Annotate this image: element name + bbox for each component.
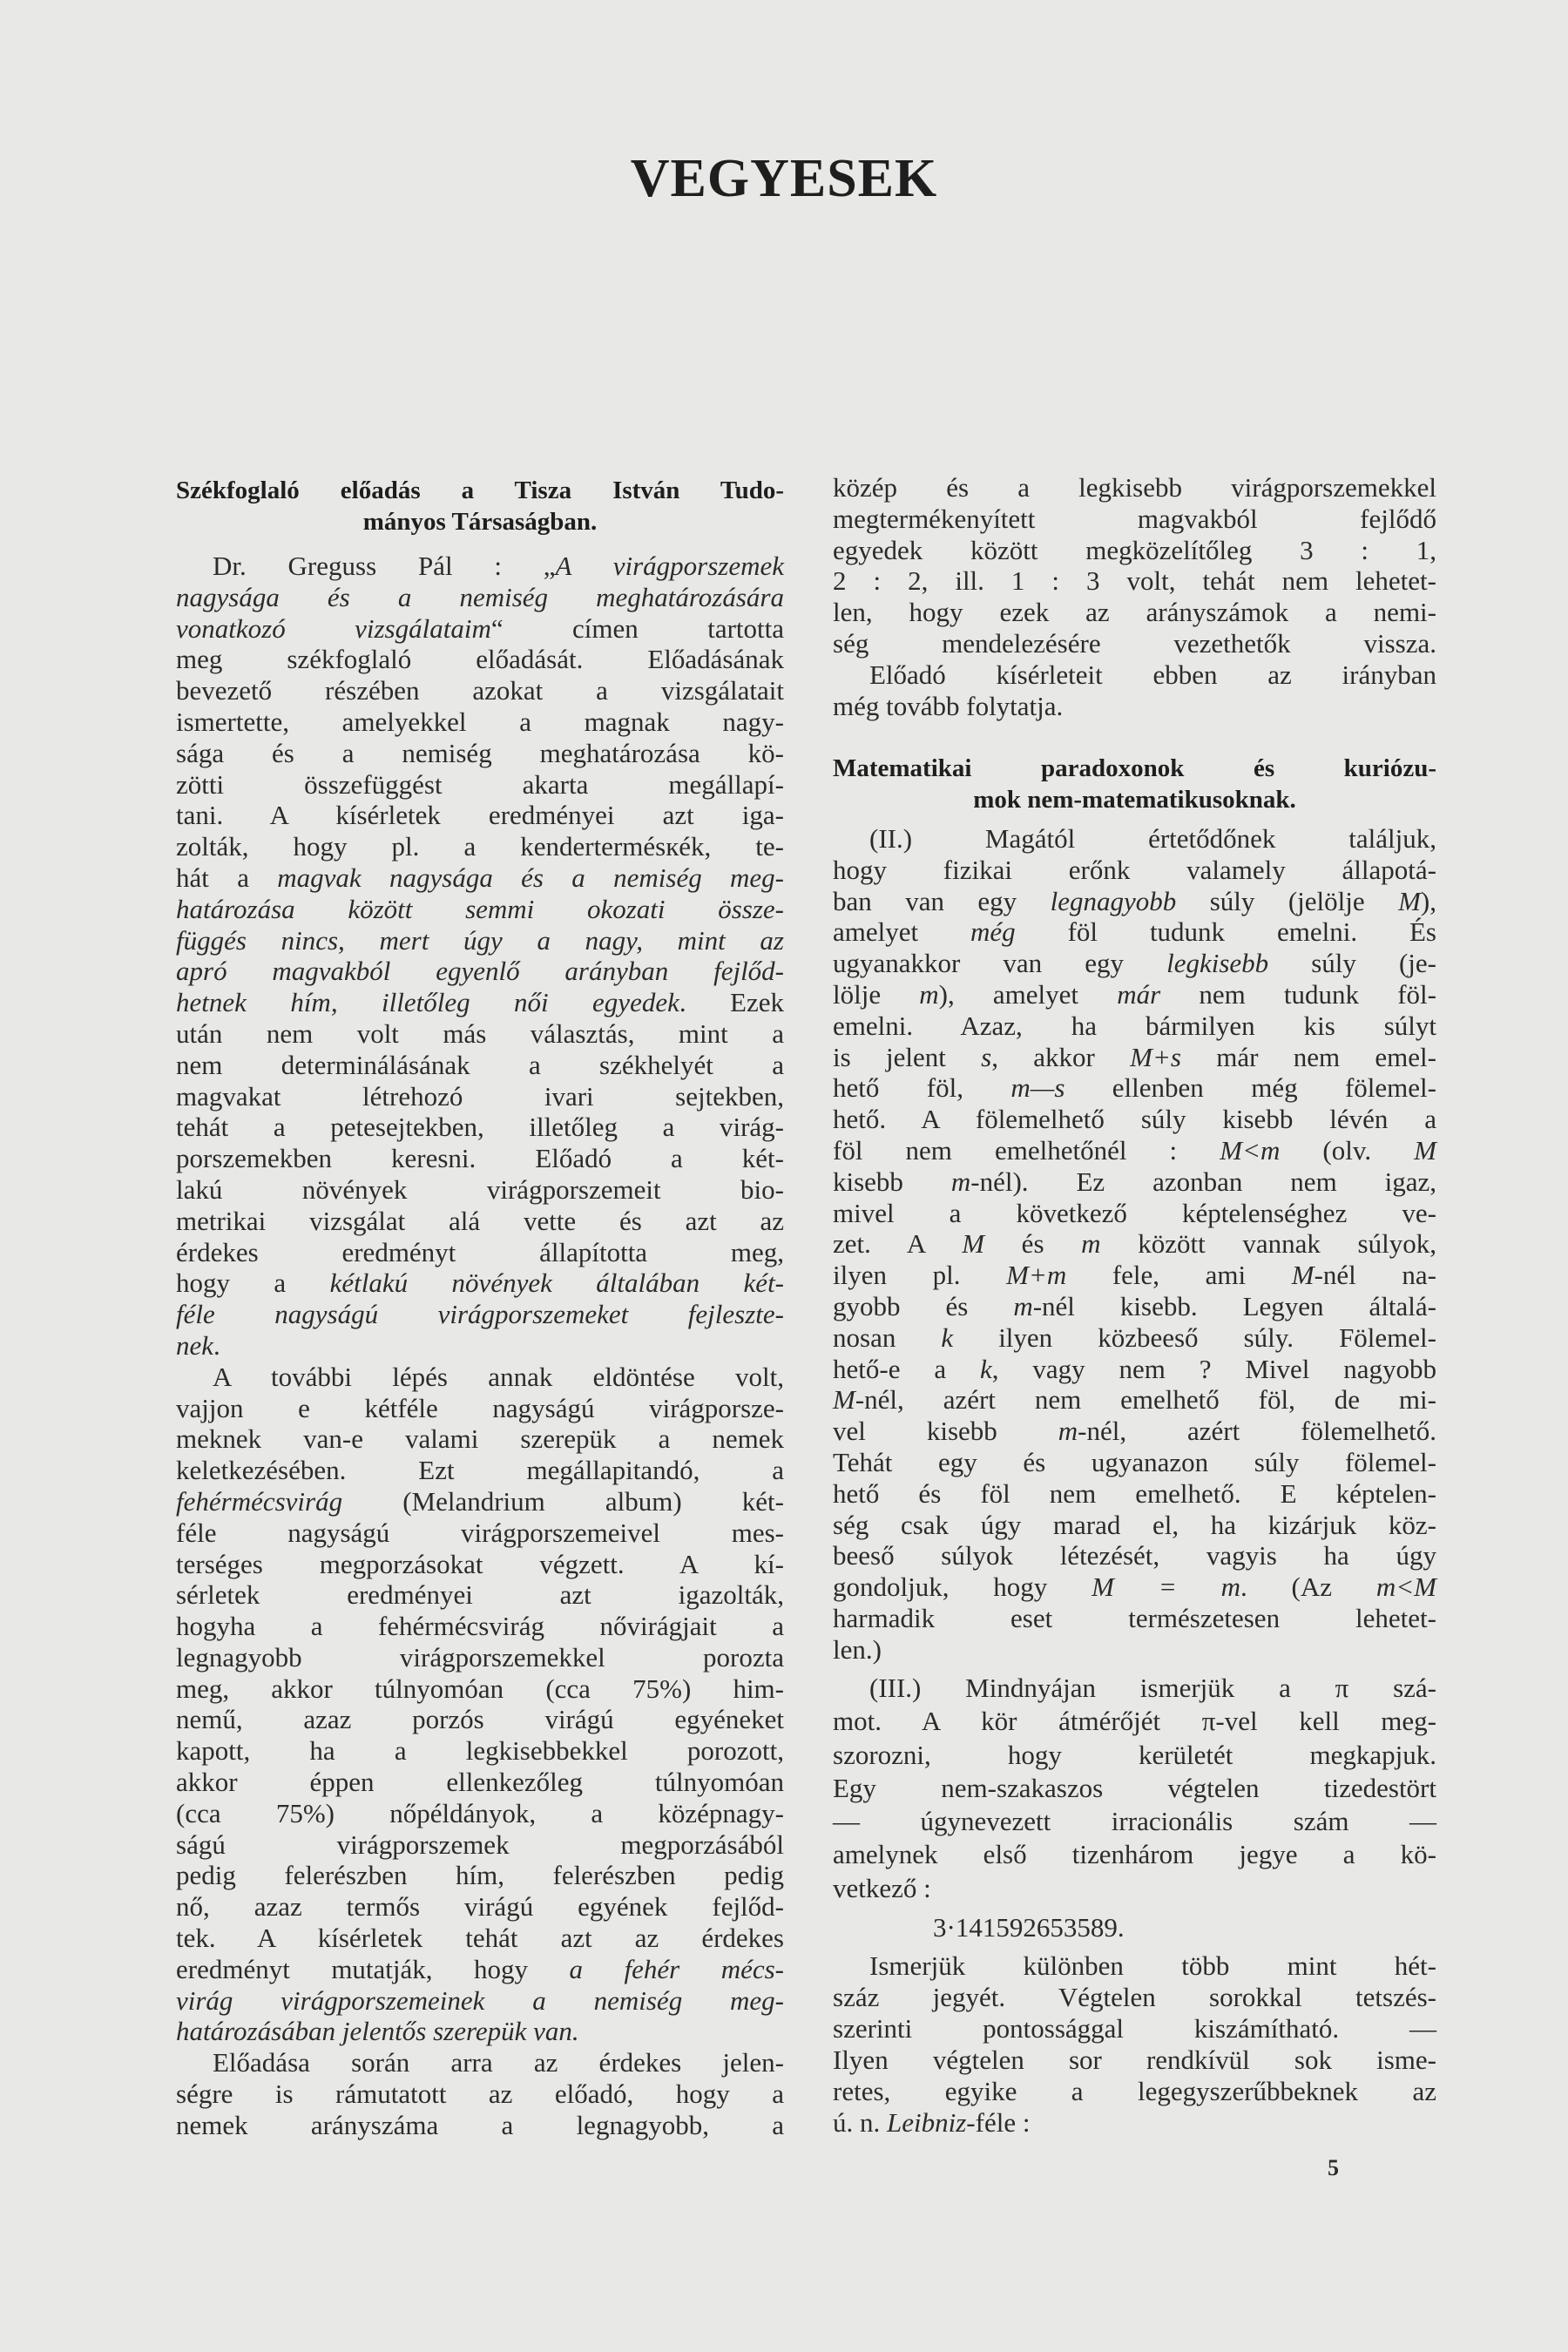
text-line — [176, 831, 784, 862]
italic-text-run: féle nagyságú virágporszemeket fejleszte- — [176, 1299, 784, 1330]
text-line — [176, 1704, 784, 1735]
text-run: lölje — [833, 978, 920, 1010]
text-line — [176, 1081, 784, 1112]
text-line — [833, 1805, 1436, 1838]
text-line — [176, 1735, 784, 1767]
text-run: ismertette, amelyekkel a magnak nagy- — [176, 706, 784, 737]
text-run: -nél, azért nem emelhető föl, de mi- — [855, 1384, 1436, 1416]
text-run: (olv. — [1280, 1134, 1415, 1166]
text-run: vetkező : — [833, 1872, 931, 1903]
italic-text-run: m—s — [1010, 1072, 1065, 1104]
text-run: mivel a következő képtelenséghez ve- — [833, 1197, 1436, 1228]
text-line — [176, 2110, 784, 2141]
text-run: vajjon e kétféle nagyságú virágporsze- — [176, 1392, 784, 1423]
text-run: lakú növények virágporszemeit bio- — [176, 1173, 784, 1205]
text-line — [833, 2107, 1436, 2139]
text-line — [833, 1872, 1436, 1905]
text-run: ), amelyet — [938, 978, 1118, 1010]
text-line — [176, 1174, 784, 1206]
text-line — [833, 1135, 1436, 1166]
text-run: sérletek eredményei azt igazolták, — [176, 1579, 784, 1611]
paragraph — [833, 1950, 1436, 2139]
text-line — [176, 1393, 784, 1424]
italic-text-run: M — [1414, 1134, 1436, 1166]
text-line — [176, 1891, 784, 1923]
text-run: “ címen tartotta — [490, 612, 785, 644]
italic-text-run: m<M — [1375, 1571, 1436, 1603]
text-line — [176, 2078, 784, 2110]
text-line — [176, 1050, 784, 1081]
heading-line: mok nem-matematikusoknak. — [973, 786, 1296, 814]
text-line — [833, 1705, 1436, 1738]
text-run: nemű, azaz porzós virágú egyéneket — [176, 1704, 784, 1735]
article-heading-szekfoglalo — [176, 475, 784, 537]
text-run: beeső súlyok létezését, vagyis ha úgy — [833, 1540, 1436, 1571]
text-run: keletkezésében. Ezt megállapitandó, a — [176, 1455, 784, 1486]
text-line — [176, 1985, 784, 2017]
text-line — [833, 1772, 1436, 1805]
text-run: terséges megporzásokat végzett. A kí- — [176, 1548, 784, 1579]
italic-text-run: k — [979, 1353, 992, 1384]
text-line — [176, 1143, 784, 1174]
text-run: emelni. Azaz, ha bármilyen kis súlyt — [833, 1010, 1436, 1041]
text-line — [833, 1010, 1436, 1042]
text-line — [833, 1603, 1436, 1634]
text-line — [176, 1642, 784, 1673]
text-run: közép és a legkisebb virágporszemekkel — [833, 472, 1436, 503]
article-body-right-continuation — [833, 472, 1436, 721]
italic-text-run: nek — [176, 1329, 214, 1361]
paragraph — [833, 823, 1436, 1666]
text-run: magvakat létrehozó ivari sejtekben, — [176, 1080, 784, 1112]
paragraph — [833, 472, 1436, 659]
text-line — [176, 1954, 784, 1985]
text-run: vel kisebb — [833, 1416, 1058, 1447]
text-line — [833, 1982, 1436, 2013]
text-run: kapott, ha a legkisebbekkel porozott, — [176, 1735, 784, 1767]
text-line — [176, 862, 784, 894]
text-run: -féle : — [966, 2107, 1031, 2138]
text-run: metrikai vizsgálat alá vette és azt az — [176, 1205, 784, 1236]
text-line — [176, 1330, 784, 1362]
text-run: Előadó kísérleteit ebben az irányban — [869, 659, 1436, 690]
text-line — [833, 628, 1436, 659]
text-line — [176, 1517, 784, 1549]
text-run: súly (je- — [1268, 948, 1436, 979]
text-run: hető-e a — [833, 1353, 980, 1384]
italic-text-run: fehérmécsvirág — [176, 1485, 343, 1517]
italic-text-run: M — [833, 1384, 855, 1416]
text-run: -nél kisebb. Legyen általá- — [1032, 1290, 1436, 1321]
text-line — [833, 1260, 1436, 1291]
text-line — [833, 1540, 1436, 1571]
text-run: , akkor — [991, 1041, 1131, 1072]
text-run: . (Az — [1240, 1571, 1376, 1603]
text-line — [176, 1206, 784, 1237]
page-number: 5 — [1328, 2155, 1339, 2180]
text-line — [833, 1228, 1436, 1260]
text-run: zet. A — [833, 1228, 963, 1260]
italic-text-run: legkisebb — [1166, 948, 1269, 979]
italic-text-run: m — [919, 978, 939, 1010]
italic-text-run: M — [962, 1228, 985, 1260]
text-line — [833, 1739, 1436, 1772]
text-run: hát a — [176, 862, 278, 893]
text-line — [176, 2047, 784, 2078]
text-run: . — [213, 1329, 220, 1361]
heading-line: Székfoglaló előadás a Tisza István Tudo- — [176, 476, 784, 504]
text-run: ség mendelezésére vezethetők vissza. — [833, 627, 1436, 659]
text-line — [176, 644, 784, 675]
text-line — [833, 1354, 1436, 1385]
text-run: , vagy nem ? Mivel nagyobb — [991, 1353, 1436, 1384]
text-run: egyedek között megközelítőleg 3 : 1, — [833, 534, 1436, 565]
text-line — [833, 1950, 1436, 1982]
italic-text-run: vonatkozó vizsgálataim — [176, 612, 491, 644]
text-run: ú. n. — [833, 2107, 887, 2138]
text-run: ellenben még fölemel- — [1064, 1072, 1436, 1104]
italic-text-run: s — [981, 1041, 992, 1072]
text-line — [833, 1198, 1436, 1229]
text-run: (cca 75%) nőpéldányok, a középnagy- — [176, 1797, 784, 1828]
section-closing — [833, 1950, 1436, 2139]
text-run: amelynek első tizenhárom jegye a kö- — [833, 1839, 1436, 1870]
text-line — [833, 535, 1436, 566]
text-line — [833, 1104, 1436, 1135]
text-line — [833, 1042, 1436, 1073]
text-run: mot. A kör átmérőjét π-vel kell meg- — [833, 1706, 1436, 1737]
text-line — [833, 1322, 1436, 1354]
text-run: Ilyen végtelen sor rendkívül sok isme- — [833, 2044, 1436, 2075]
text-line — [833, 565, 1436, 597]
text-line — [833, 1416, 1436, 1447]
italic-text-run: a fehér mécs- — [569, 1953, 785, 1984]
text-run: hogyha a fehérmécsvirág nővirágjait a — [176, 1611, 784, 1642]
text-run: A további lépés annak eldöntése volt, — [213, 1361, 784, 1392]
text-line — [833, 1384, 1436, 1416]
text-line — [833, 1478, 1436, 1510]
text-run: gyobb és — [833, 1290, 1014, 1321]
text-run: -nél na- — [1314, 1260, 1436, 1291]
text-line — [833, 979, 1436, 1010]
text-line — [176, 1860, 784, 1891]
italic-text-run: már — [1117, 978, 1161, 1010]
text-run: föl tudunk emelni. És — [1015, 916, 1436, 948]
text-run: gondoljuk, hogy — [833, 1571, 1092, 1603]
text-run: tani. A kísérletek eredményei azt iga- — [176, 800, 784, 831]
text-run: ságú virágporszemek megporzásából — [176, 1828, 784, 1860]
text-line — [176, 1798, 784, 1829]
text-line — [833, 659, 1436, 691]
text-run: (II.) Magától értetődőnek találjuk, — [869, 823, 1436, 854]
text-line — [176, 1018, 784, 1050]
paragraph — [833, 659, 1436, 722]
italic-text-run: M — [1291, 1260, 1315, 1291]
text-run: is jelent — [833, 1041, 982, 1072]
text-line — [176, 551, 784, 582]
text-run: bevezető részében azokat a vizsgálatait — [176, 675, 784, 706]
text-run: kisebb — [833, 1166, 951, 1197]
text-line — [833, 472, 1436, 504]
text-run: hogy fizikai erőnk valamely állapotá- — [833, 854, 1436, 885]
italic-text-run: M+s — [1130, 1041, 1181, 1072]
paragraph — [176, 2047, 784, 2140]
text-run: legnagyobb virágporszemekkel porozta — [176, 1641, 784, 1673]
text-line — [833, 691, 1436, 722]
text-line — [176, 1673, 784, 1705]
text-run: nosan — [833, 1321, 942, 1353]
italic-text-run: m — [950, 1166, 971, 1197]
text-line — [176, 738, 784, 769]
text-run: tehát a petesejtekben, illetőleg a virág- — [176, 1112, 784, 1143]
text-line — [833, 504, 1436, 535]
text-line — [176, 769, 784, 801]
text-run: len.) — [833, 1633, 882, 1665]
text-line — [176, 1549, 784, 1580]
text-run: már nem emel- — [1180, 1041, 1436, 1072]
text-line — [833, 1634, 1436, 1666]
text-line — [833, 1447, 1436, 1478]
heading-line: mányos Társaságban. — [362, 508, 598, 536]
italic-text-run: M<m — [1220, 1134, 1281, 1166]
italic-text-run: m — [1013, 1290, 1033, 1321]
italic-text-run: kétlakú növények általában két- — [329, 1267, 785, 1299]
text-run: (Melandrium album) két- — [342, 1485, 784, 1517]
text-line — [833, 1166, 1436, 1198]
pi-value: 3·141592653589. — [933, 1912, 1125, 1943]
text-run: ban van egy — [833, 885, 1051, 916]
text-run: és — [984, 1228, 1082, 1260]
text-run: hető. A fölemelhető súly kisebb lévén a — [833, 1104, 1436, 1135]
text-line — [176, 613, 784, 645]
text-line — [176, 1611, 784, 1642]
text-run: pedig felerészben hím, felerészben pedig — [176, 1860, 784, 1891]
text-line — [833, 597, 1436, 628]
text-line — [176, 706, 784, 738]
italic-text-run: határozásában jelentős szerepük van. — [176, 2016, 579, 2047]
text-line — [833, 1291, 1436, 1322]
text-run: Ismerjük különben több mint hét- — [869, 1950, 1436, 1981]
italic-text-run: nagysága és a nemiség meghatározására — [176, 581, 784, 612]
text-line — [176, 1923, 784, 1954]
section-ii — [833, 823, 1436, 1666]
text-line — [833, 1072, 1436, 1104]
text-run: ilyen pl. — [833, 1260, 1007, 1291]
text-line — [833, 823, 1436, 855]
text-run: ugyanakkor van egy — [833, 948, 1167, 979]
text-run: nem tudunk föl- — [1160, 978, 1436, 1010]
text-line — [176, 582, 784, 613]
text-run: nem determinálásának a székhelyét a — [176, 1049, 784, 1080]
text-run: ), — [1420, 885, 1436, 916]
text-line — [833, 1510, 1436, 1541]
page-title: VEGYESEK — [630, 149, 938, 208]
text-run: nemek arányszáma a legnagyobb, a — [176, 2109, 784, 2140]
text-run: (III.) Mindnyájan ismerjük a π szá- — [869, 1673, 1436, 1703]
text-run: meg székfoglaló előadását. Előadásának — [176, 644, 784, 675]
article-body-left — [176, 551, 784, 2141]
text-line — [176, 956, 784, 987]
text-line — [176, 1423, 784, 1455]
text-run: 2 : 2, ill. 1 : 3 volt, tehát nem lehetet- — [833, 565, 1436, 597]
text-line — [176, 2016, 784, 2047]
text-line — [833, 2013, 1436, 2044]
text-line — [833, 886, 1436, 917]
text-run: Dr. Greguss Pál : „ — [213, 551, 556, 581]
text-line — [176, 1267, 784, 1299]
text-run: harmadik eset természetesen lehetet- — [833, 1602, 1436, 1633]
text-run: zötti összefüggést akarta megállapí- — [176, 768, 784, 800]
text-line — [833, 1672, 1436, 1705]
text-line — [833, 2044, 1436, 2076]
text-run: -nél). Ez azonban nem igaz, — [970, 1166, 1436, 1197]
text-run: fele, ami — [1066, 1260, 1292, 1291]
italic-text-run: határozása között semmi okozati össze- — [176, 893, 784, 924]
italic-text-run: A virágporszemek — [555, 551, 784, 581]
text-line — [176, 1362, 784, 1393]
italic-text-run: magvak nagysága és a nemiség meg- — [277, 862, 784, 893]
text-run: retes, egyike a legegyszerűbbeknek az — [833, 2076, 1436, 2106]
text-line — [176, 1455, 784, 1486]
paragraph — [176, 1362, 784, 2048]
italic-text-run: m — [1058, 1416, 1078, 1447]
text-line — [176, 1579, 784, 1611]
text-line — [176, 1767, 784, 1798]
text-run: . Ezek — [679, 987, 784, 1018]
italic-text-run: még — [970, 916, 1016, 948]
text-run: len, hogy ezek az arányszámok a nemi- — [833, 597, 1436, 628]
text-line — [833, 855, 1436, 886]
text-line — [833, 2076, 1436, 2107]
text-run: ilyen közbeeső súly. Fölemel- — [953, 1321, 1436, 1353]
text-run: amelyet — [833, 916, 971, 948]
text-run: száz jegyét. Végtelen sorokkal tetszés- — [833, 1982, 1436, 2012]
text-run: Tehát egy és ugyanazon súly fölemel- — [833, 1446, 1436, 1477]
italic-text-run: virág virágporszemeinek a nemiség meg- — [176, 1984, 784, 2016]
text-run: szerinti pontossággal kiszámítható. — — [833, 2013, 1436, 2044]
text-line — [833, 916, 1436, 948]
text-line — [176, 1829, 784, 1861]
text-line — [176, 925, 784, 956]
italic-text-run: m — [1081, 1228, 1101, 1260]
text-line — [176, 1299, 784, 1330]
text-run: meg, akkor túlnyomóan (cca 75%) him- — [176, 1673, 784, 1704]
text-run: még tovább folytatja. — [833, 690, 1064, 721]
text-line — [176, 675, 784, 706]
text-run: hogy a — [176, 1267, 330, 1299]
text-run: megtermékenyített magvakból fejlődő — [833, 503, 1436, 534]
text-run: féle nagyságú virágporszemeivel mes- — [176, 1517, 784, 1548]
text-run: tek. A kísérletek tehát azt az érdekes — [176, 1923, 784, 1954]
text-line — [176, 987, 784, 1018]
paragraph — [833, 1672, 1436, 1905]
text-run: föl nem emelhetőnél : — [833, 1134, 1220, 1166]
text-line — [833, 1838, 1436, 1871]
article-heading-paradoxonok — [833, 753, 1436, 815]
text-run: meknek van-e valami szerepük a nemek — [176, 1423, 784, 1455]
italic-text-run: függés nincs, mert úgy a nagy, mint az — [176, 924, 784, 956]
text-run: — úgynevezett irracionális szám — — [833, 1806, 1436, 1837]
text-run: eredményt mutatják, hogy — [176, 1953, 570, 1984]
text-run: között vannak súlyok, — [1100, 1228, 1436, 1260]
text-run: hető föl, — [833, 1072, 1011, 1104]
italic-text-run: Leibniz — [887, 2107, 967, 2138]
text-line — [176, 1112, 784, 1143]
text-run: nő, azaz termős virágú egyének fejlőd- — [176, 1891, 784, 1923]
text-line — [176, 800, 784, 831]
text-line — [176, 1486, 784, 1517]
text-run: súly (jelölje — [1176, 885, 1399, 916]
text-run: akkor éppen ellenkezőleg túlnyomóan — [176, 1767, 784, 1798]
text-line — [176, 1237, 784, 1268]
text-run: sága és a nemiség meghatározása kö- — [176, 737, 784, 768]
text-run: érdekes eredményt állapította meg, — [176, 1236, 784, 1267]
text-run: Előadása során arra az érdekes jelen- — [213, 2047, 784, 2078]
text-run: ség csak úgy marad el, ha kizárjuk köz- — [833, 1509, 1436, 1540]
heading-line: Matematikai paradoxonok és kuriózu- — [833, 754, 1436, 782]
text-run: Egy nem-szakaszos végtelen tizedestört — [833, 1772, 1436, 1803]
paragraph — [176, 551, 784, 1362]
italic-text-run: apró magvakból egyenlő arányban fejlőd- — [176, 956, 784, 987]
italic-text-run: M = m — [1092, 1571, 1240, 1603]
text-line — [833, 948, 1436, 979]
text-run: hető és föl nem emelhető. E képtelen- — [833, 1477, 1436, 1509]
section-iii — [833, 1672, 1436, 1905]
text-run: után nem volt más választás, mint a — [176, 1017, 784, 1049]
italic-text-run: legnagyobb — [1050, 885, 1177, 916]
italic-text-run: M — [1398, 885, 1421, 916]
text-run: szorozni, hogy kerületét megkapjuk. — [833, 1739, 1436, 1770]
italic-text-run: M+m — [1006, 1260, 1067, 1291]
text-run: -nél, azért fölemelhető. — [1078, 1416, 1437, 1447]
text-line — [176, 894, 784, 925]
text-line — [833, 1571, 1436, 1603]
text-run: zolták, hogy pl. a kendertermésкék, te- — [176, 831, 784, 862]
text-run: ségre is rámutatott az előadó, hogy a — [176, 2078, 784, 2110]
italic-text-run: hetnek hím, illetőleg női egyedek — [176, 987, 679, 1018]
italic-text-run: k — [941, 1321, 954, 1353]
text-run: porszemekben keresni. Előadó a két- — [176, 1143, 784, 1174]
